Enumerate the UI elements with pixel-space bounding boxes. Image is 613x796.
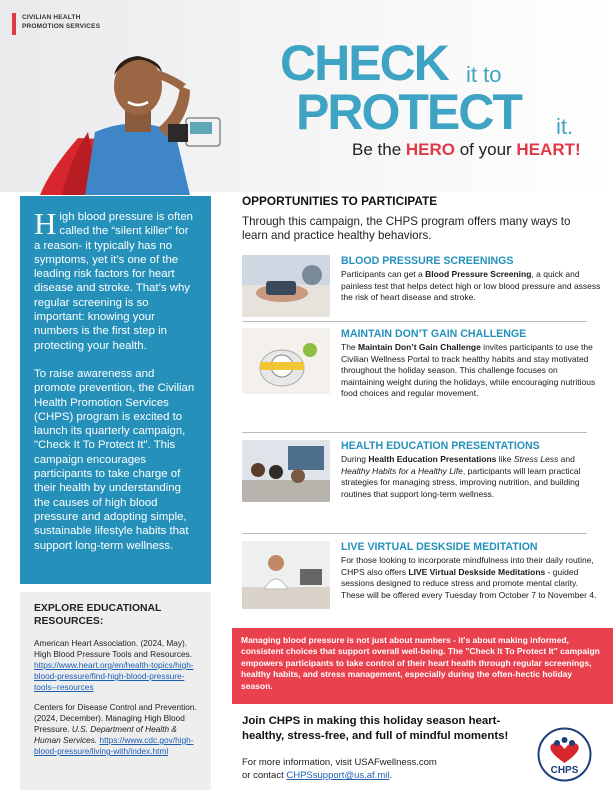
logo-text: CHPS bbox=[550, 765, 579, 776]
opportunity-3-desc-d: Stress Less bbox=[513, 454, 559, 464]
tagline-heart: HEART! bbox=[516, 140, 581, 159]
brand-line-2: PROMOTION SERVICES bbox=[22, 23, 101, 30]
opportunity-4-desc-b: LIVE Virtual Deskside Meditations bbox=[408, 566, 546, 577]
resource-2-citation: Centers for Disease Control and Prevention. (2024, December). Managing High Blood Pressure. bbox=[34, 702, 197, 734]
opportunity-2-desc-b: Maintain Don’t Gain Challenge bbox=[358, 342, 481, 352]
opportunity-3-desc-a: During bbox=[341, 454, 369, 464]
opportunity-2-desc-a: The bbox=[341, 342, 359, 352]
opportunity-3-desc-g: , participants will learn practical strategies for managing stress, improving nutrition, and building routines that support long-term wellness. bbox=[341, 465, 581, 499]
tagline-mid: of your bbox=[455, 140, 517, 159]
more-info bbox=[242, 756, 532, 782]
meditation-photo bbox=[242, 541, 330, 609]
more-info-line-2 bbox=[242, 769, 532, 782]
opportunity-3-description bbox=[341, 454, 601, 500]
opportunity-4-description bbox=[341, 555, 601, 601]
opportunities-title: OPPORTUNITIES TO PARTICIPATE bbox=[242, 194, 438, 208]
tagline bbox=[352, 140, 581, 160]
divider bbox=[242, 432, 587, 433]
intro-paragraph-2: To raise awareness and promote prevention, the Civilian Health Promotion Services (CHPS) program is excited to launch its quarterly campaign, "Check It To Protect It". This campaign encourages participants to take charge of their health by understanding the causes of high blood pressure and adopting simple, sustainable lifestyle habits that support long-term wellness. bbox=[34, 367, 195, 552]
opportunity-3-desc-b: Health Education Presentations bbox=[368, 454, 497, 464]
callout-box: Managing blood pressure is not just about numbers - it's about making informed, consistent choices that support overall well-being. The "Check It To Protect It" campaign empowers participants to take control of their heart health through regular screenings, healthy habits, and stress management, especially during the often-hectic holiday season. bbox=[232, 628, 613, 704]
brand-accent-bar bbox=[12, 13, 16, 35]
resource-2-link[interactable]: https://www.cdc.gov/high-blood-pressure/living-with/index.html bbox=[34, 735, 194, 756]
opportunity-3-title: HEALTH EDUCATION PRESENTATIONS bbox=[341, 440, 540, 452]
presentation-photo bbox=[242, 440, 330, 502]
screening-photo bbox=[242, 255, 330, 317]
drop-cap: H bbox=[34, 206, 57, 241]
title-it-to: it to bbox=[466, 62, 502, 87]
opportunity-1-description bbox=[341, 269, 601, 304]
opportunity-3-desc-f: Healthy Habits for a Healthy Life bbox=[341, 465, 463, 476]
intro-text-1: igh blood pressure is often called the “silent killer” for a reason- it typically has no symptoms, yet it’s one of the leading risk factors for heart disease and stroke. That’s why regular screening is so important: knowing your numbers is the first step in protecting your health. bbox=[34, 211, 193, 352]
join-message: Join CHPS in making this holiday season heart-healthy, stress-free, and full of mindful moments! bbox=[242, 715, 509, 742]
chps-logo bbox=[537, 727, 592, 782]
resources-box bbox=[20, 592, 211, 790]
brand-line-1: CIVILIAN HEALTH bbox=[22, 14, 81, 21]
opportunity-1-desc-c: , a quick and painless test that helps detect high or low blood pressure and assess the risk of heart disease and stroke. bbox=[341, 269, 601, 303]
opportunity-2-title: MAINTAIN DON’T GAIN CHALLENGE bbox=[341, 328, 527, 340]
title-it: it. bbox=[556, 114, 574, 139]
divider bbox=[242, 533, 587, 534]
tagline-pre: Be the bbox=[352, 140, 406, 159]
resource-1-link[interactable]: https://www.heart.org/en/health-topics/high-blood-pressure/find-high-blood-pressure-tools--resources bbox=[34, 660, 194, 692]
opportunity-1-title: BLOOD PRESSURE SCREENINGS bbox=[341, 255, 514, 267]
resource-1-citation: American Heart Association. (2024, May). High Blood Pressure Tools and Resources. bbox=[34, 638, 193, 659]
opportunity-4-desc-a: For those looking to incorporate mindfulness into their daily routine, CHPS also offers bbox=[341, 555, 594, 577]
title-protect: PROTECT bbox=[296, 84, 521, 140]
more-info-period: . bbox=[389, 770, 393, 781]
opportunities-intro: Through this campaign, the CHPS program offers many ways to learn and practice healthy behaviors. bbox=[242, 215, 571, 242]
scale-photo bbox=[242, 328, 330, 394]
opportunity-1-desc-b: Blood Pressure Screening bbox=[425, 269, 532, 279]
support-email-link[interactable]: CHPSsupport@us.af.mil bbox=[286, 770, 390, 781]
opportunity-2-description bbox=[341, 342, 601, 400]
resource-2-publisher: U.S. Department of Health & Human Services. bbox=[34, 724, 177, 745]
opportunity-4-desc-c: - guided sessions designed to reduce stress and promote mental clarity. These will be offered every Tuesday from October 7 to November 4. bbox=[341, 566, 597, 600]
intro-paragraph-1 bbox=[34, 206, 197, 353]
hero-man-illustration bbox=[40, 20, 240, 195]
more-info-line-1: For more information, visit USAFwellness.com bbox=[242, 757, 437, 768]
resources-title: EXPLORE EDUCATIONAL RESOURCES: bbox=[34, 603, 162, 627]
opportunity-3-desc-c: like bbox=[496, 454, 514, 464]
more-info-contact-label: or contact bbox=[242, 770, 287, 781]
divider bbox=[242, 321, 587, 322]
intro-box bbox=[20, 196, 211, 584]
opportunity-3-desc-e: and bbox=[558, 454, 575, 464]
resource-2 bbox=[34, 702, 197, 757]
opportunity-2-desc-c: invites participants to use the Civilian Wellness Portal to track healthy habits and stay motivated throughout the holiday season. This challenge focuses on maintaining weight during the holidays, while encouraging nutritious food choices and regular movement. bbox=[341, 342, 596, 399]
resource-1 bbox=[34, 638, 197, 693]
opportunity-4-title: LIVE VIRTUAL DESKSIDE MEDITATION bbox=[341, 541, 538, 553]
opportunity-1-desc-a: Participants can get a bbox=[341, 269, 426, 279]
title-check: CHECK bbox=[280, 35, 448, 91]
tagline-hero: HERO bbox=[405, 140, 455, 159]
